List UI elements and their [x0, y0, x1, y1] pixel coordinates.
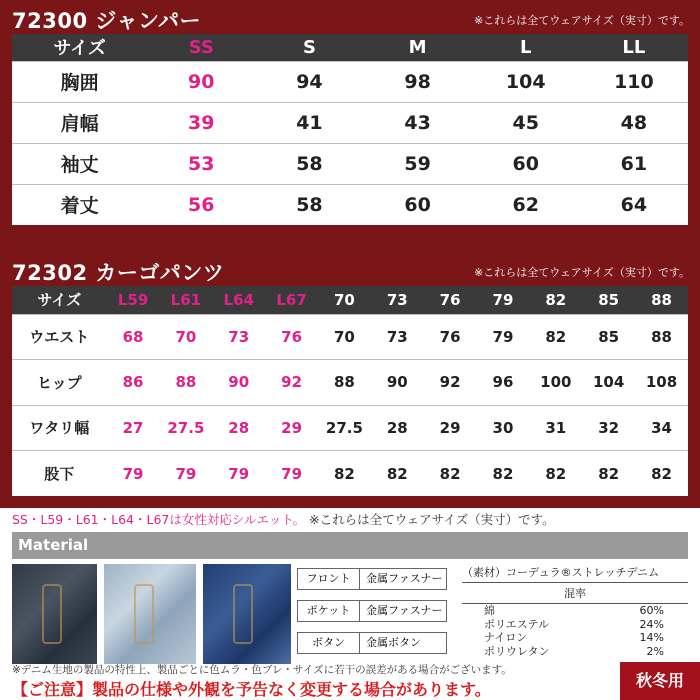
row-label: ワタリ幅: [12, 405, 107, 451]
jumper-title: 72300 ジャンパー: [12, 9, 201, 33]
cell: 94: [255, 61, 363, 102]
cell: 90: [371, 360, 424, 406]
cell: 108: [635, 360, 688, 406]
stitch-detail: [42, 584, 62, 644]
header-cell: L59: [107, 286, 160, 314]
row-label: ウエスト: [12, 314, 107, 360]
cell: 82: [424, 451, 477, 497]
stitch-detail: [134, 584, 154, 644]
table-row: [12, 360, 688, 406]
header-size: サイズ: [12, 34, 147, 61]
denim-swatch-indigo: [203, 564, 291, 664]
part-value: 金属ファスナー: [366, 604, 443, 617]
cell: 61: [580, 143, 688, 184]
fiber-name: ポリウレタン: [484, 644, 550, 658]
cell: 64: [580, 184, 688, 225]
cell: 34: [635, 405, 688, 451]
fiber-pct: 2%: [646, 644, 664, 658]
cell: 90: [147, 61, 255, 102]
fiber-name: ナイロン: [484, 631, 528, 644]
cell: 90: [212, 360, 265, 406]
spec-subtitle: 混率: [462, 583, 688, 604]
part-pocket: [297, 600, 447, 622]
table-row: [12, 314, 688, 360]
footnote-actual-size: ※これらは全てウェアサイズ（実寸）です。: [309, 512, 555, 527]
cell: 28: [212, 405, 265, 451]
cell: 41: [255, 102, 363, 143]
header-cell: 73: [371, 286, 424, 314]
list-item: [462, 631, 688, 645]
cell: 92: [424, 360, 477, 406]
header-cell: L67: [265, 286, 318, 314]
row-label: 袖丈: [12, 143, 147, 184]
cell: 58: [255, 143, 363, 184]
cell: 82: [529, 451, 582, 497]
cell: 92: [265, 360, 318, 406]
denim-disclaimer: ※デニム生地の製品の特性上、製品ごとに色ムラ・色ブレ・サイズに若干の誤差がある場合がございます。: [12, 664, 512, 676]
cell: 45: [472, 102, 580, 143]
table-row: [12, 451, 688, 497]
header-cell: 85: [582, 286, 635, 314]
cell: 58: [255, 184, 363, 225]
cell: 86: [107, 360, 160, 406]
cell: 28: [371, 405, 424, 451]
fiber-name: ポリエステル: [484, 617, 550, 631]
cell: 32: [582, 405, 635, 451]
table-row: [12, 61, 688, 102]
cell: 100: [529, 360, 582, 406]
cell: 82: [477, 451, 530, 497]
header-size: サイズ: [12, 286, 107, 314]
cell: 70: [318, 314, 371, 360]
denim-swatch-light: [104, 564, 196, 664]
table-row: [12, 143, 688, 184]
cell: 104: [472, 61, 580, 102]
row-label: 肩幅: [12, 102, 147, 143]
cell: 96: [477, 360, 530, 406]
cell: 82: [529, 314, 582, 360]
list-item: [462, 645, 688, 659]
header-cell: 76: [424, 286, 477, 314]
row-label: ヒップ: [12, 360, 107, 406]
cell: 29: [265, 405, 318, 451]
jumper-note: ※これらは全てウェアサイズ（実寸）です。: [473, 14, 690, 27]
header-ss: SS: [147, 34, 255, 61]
cell: 88: [635, 314, 688, 360]
cell: 39: [147, 102, 255, 143]
header-cell: 70: [318, 286, 371, 314]
list-item: [462, 618, 688, 632]
stitch-detail: [233, 584, 253, 644]
cell: 79: [107, 451, 160, 497]
cell: 31: [529, 405, 582, 451]
cell: 85: [582, 314, 635, 360]
cell: 110: [580, 61, 688, 102]
cell: 27.5: [159, 405, 212, 451]
part-value: 金属ファスナー: [366, 572, 443, 585]
part-front: [297, 568, 447, 590]
header-cell: 88: [635, 286, 688, 314]
header-cell: L61: [159, 286, 212, 314]
cell: 60: [364, 184, 472, 225]
pants-note: ※これらは全てウェアサイズ（実寸）です。: [473, 266, 690, 279]
cell: 27.5: [318, 405, 371, 451]
list-item: [462, 604, 688, 618]
cell: 27: [107, 405, 160, 451]
material-header-bar: [12, 532, 688, 559]
cell: 88: [318, 360, 371, 406]
cell: 73: [212, 314, 265, 360]
cell: 79: [159, 451, 212, 497]
header-s: S: [255, 34, 363, 61]
header-cell: 79: [477, 286, 530, 314]
row-label: 胸囲: [12, 61, 147, 102]
header-l: L: [472, 34, 580, 61]
spec-title: （素材）コーデュラ®ストレッチデニム: [462, 564, 688, 583]
part-label: フロント: [298, 569, 360, 589]
header-ll: LL: [580, 34, 688, 61]
cell: 30: [477, 405, 530, 451]
fabric-spec: [462, 564, 688, 658]
cell: 82: [318, 451, 371, 497]
part-button: [297, 632, 447, 654]
header-cell: 82: [529, 286, 582, 314]
cell: 43: [364, 102, 472, 143]
cell: 82: [582, 451, 635, 497]
part-label: ボタン: [298, 633, 360, 653]
cell: 88: [159, 360, 212, 406]
cell: 68: [107, 314, 160, 360]
fiber-name: 綿: [484, 604, 495, 617]
table-header-row: [12, 34, 688, 61]
row-label: 股下: [12, 451, 107, 497]
pants-size-table: [12, 286, 688, 496]
table-header-row: [12, 286, 688, 314]
cell: 29: [424, 405, 477, 451]
cell: 82: [635, 451, 688, 497]
cell: 56: [147, 184, 255, 225]
cell: 70: [159, 314, 212, 360]
cell: 73: [371, 314, 424, 360]
cell: 59: [364, 143, 472, 184]
pants-title: 72302 カーゴパンツ: [12, 261, 225, 285]
change-warning: 【ご注意】製品の仕様や外観を予告なく変更する場合があります。: [12, 680, 491, 699]
part-label: ポケット: [298, 601, 360, 621]
cell: 48: [580, 102, 688, 143]
cell: 79: [477, 314, 530, 360]
cell: 76: [424, 314, 477, 360]
table-row: [12, 405, 688, 451]
size-footnote: [12, 510, 555, 528]
cell: 76: [265, 314, 318, 360]
header-cell: L64: [212, 286, 265, 314]
fiber-pct: 14%: [639, 631, 664, 644]
cell: 79: [212, 451, 265, 497]
table-row: [12, 102, 688, 143]
cell: 60: [472, 143, 580, 184]
cell: 53: [147, 143, 255, 184]
cell: 104: [582, 360, 635, 406]
fiber-pct: 60%: [639, 604, 664, 617]
cell: 79: [265, 451, 318, 497]
season-badge: 秋冬用: [620, 662, 700, 700]
footnote-women-silhouette: SS・L59・L61・L64・L67は女性対応シルエット。: [12, 512, 306, 527]
denim-swatch-dark: [12, 564, 97, 664]
row-label: 着丈: [12, 184, 147, 225]
fiber-pct: 24%: [639, 617, 664, 631]
cell: 62: [472, 184, 580, 225]
header-m: M: [364, 34, 472, 61]
table-row: [12, 184, 688, 225]
cell: 98: [364, 61, 472, 102]
jumper-size-table: [12, 34, 688, 225]
material-heading: Material: [18, 536, 89, 554]
part-value: 金属ボタン: [366, 636, 421, 649]
cell: 82: [371, 451, 424, 497]
